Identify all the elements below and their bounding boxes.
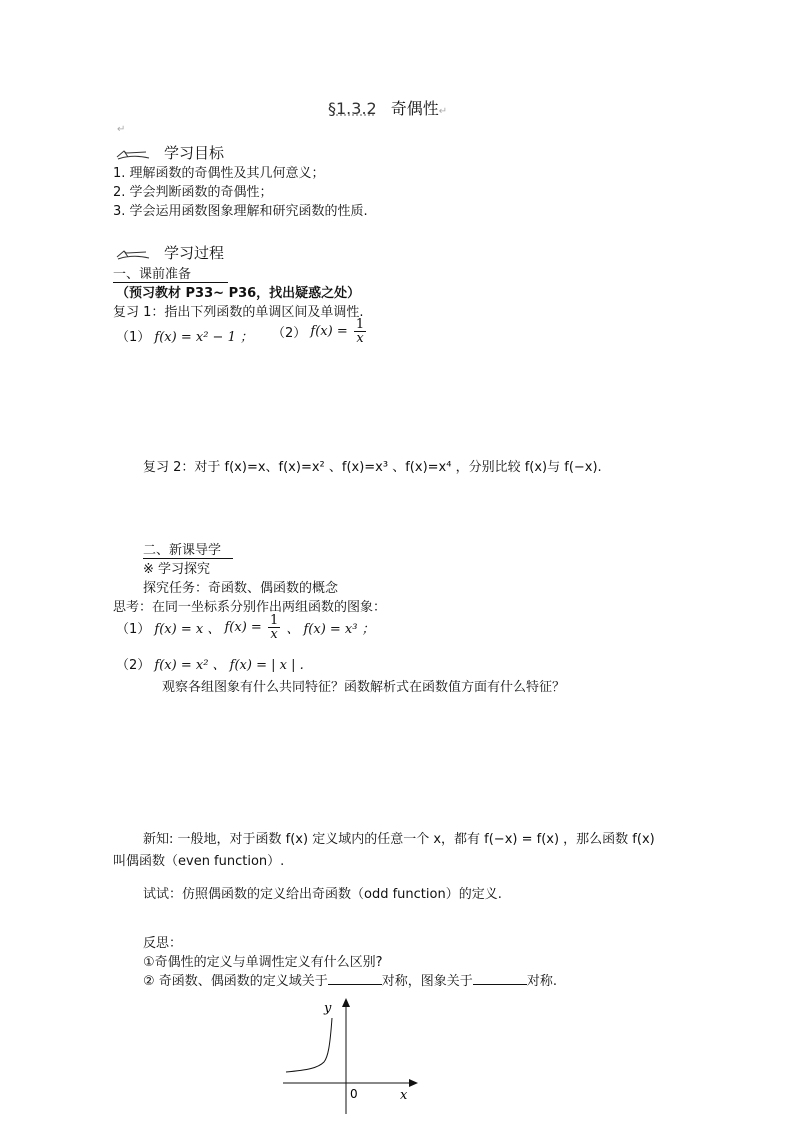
function-graph <box>278 996 428 1116</box>
new-knowledge-line2: 叫偶函数（even function）. <box>113 854 285 869</box>
fill-blank[interactable] <box>473 973 527 985</box>
review1-b <box>272 318 368 345</box>
preview-note: （预习教材 P33~ P36，找出疑惑之处） <box>116 286 361 301</box>
group1-label: （1） <box>116 622 151 637</box>
section-number: §1.3.2 <box>328 99 377 118</box>
process-heading <box>116 242 224 263</box>
curve <box>286 1018 332 1072</box>
paragraph-mark: ↵ <box>117 124 126 135</box>
new-knowledge-line1: 新知: 一般地，对于函数 f(x) 定义域内的任意一个 x，都有 f(−x) = f(x) ，那么函数 f(x) <box>143 832 655 847</box>
section-name: 奇偶性 <box>390 99 439 118</box>
group1 <box>116 614 375 641</box>
process-heading-text: 学习过程 <box>164 244 225 262</box>
explore-label: ※ 学习探究 <box>143 562 211 577</box>
review1-a-label: （1） <box>116 330 151 345</box>
task-title <box>143 577 338 596</box>
goal-item: 1. 理解函数的奇偶性及其几何意义； <box>113 166 325 181</box>
reflect-label: 反思： <box>143 936 183 951</box>
reflect-item-2 <box>143 970 557 989</box>
observe-prompt: 观察各组图象有什么共同特征？函数解析式在函数值方面有什么特征？ <box>162 680 566 695</box>
frac-num: 1 <box>355 317 365 332</box>
x-axis-arrow <box>409 1079 418 1087</box>
group1-c: 、 f(x) = x³ ； <box>286 622 375 637</box>
review1-a <box>116 326 253 345</box>
review1: 复习 1：指出下列函数的单调区间及单调性. <box>113 305 364 320</box>
review1-a-expr: f(x) = x² − 1 ； <box>154 330 253 345</box>
reflect-2-part-c: 对称. <box>526 974 557 989</box>
x-axis-label: x <box>400 1088 408 1103</box>
fraction-one-over-x <box>268 614 280 641</box>
goal-item: 2. 学会判断函数的奇偶性； <box>113 185 273 200</box>
review1-b-lhs: f(x) = <box>310 324 348 339</box>
review2: 复习 2：对于 f(x)=x、f(x)=x² 、f(x)=x³ 、f(x)=x⁴ ，分别比较 f(x)与 f(−x). <box>143 460 602 475</box>
group2 <box>116 654 304 673</box>
goals-heading <box>116 142 224 163</box>
reflect-2-part-a: ② 奇函数、偶函数的定义域关于 <box>143 974 328 989</box>
frac-num: 1 <box>269 613 279 628</box>
pen-icon <box>116 248 150 260</box>
group1-a: f(x) = x 、 <box>154 622 221 637</box>
y-axis-arrow <box>342 998 350 1007</box>
reflect-2-part-b: 对称，图象关于 <box>381 974 473 989</box>
group2-label: （2） <box>116 658 151 673</box>
goal-item: 3. 学会运用函数图象理解和研究函数的性质. <box>113 204 368 219</box>
review1-b-label: （2） <box>272 326 307 341</box>
reflect-item-1: ①奇偶性的定义与单调性定义有什么区别? <box>143 955 383 970</box>
y-axis-label: y <box>324 1001 332 1016</box>
think-prompt: 思考：在同一坐标系分别作出两组函数的图象： <box>113 600 387 615</box>
fraction-one-over-x <box>354 318 366 345</box>
frac-den: x <box>270 627 278 642</box>
part1-title: 一、课前准备 <box>113 263 228 283</box>
goals-heading-text: 学习目标 <box>164 144 225 162</box>
group2-expr: f(x) = x² 、 f(x) = | x | . <box>154 658 304 673</box>
group1-b: f(x) = <box>224 620 262 635</box>
pen-icon <box>116 148 150 160</box>
frac-den: x <box>356 331 364 346</box>
page-title: §1.3.2 奇偶性↵ <box>328 99 448 118</box>
origin-label: 0 <box>350 1087 358 1101</box>
part2-title: 二、新课导学 <box>143 539 233 559</box>
trial-prompt: 试试：仿照偶函数的定义给出奇函数（odd function）的定义. <box>143 887 502 902</box>
fill-blank[interactable] <box>328 973 382 985</box>
task-text: 探究任务：奇函数、偶函数的概念 <box>143 581 339 596</box>
